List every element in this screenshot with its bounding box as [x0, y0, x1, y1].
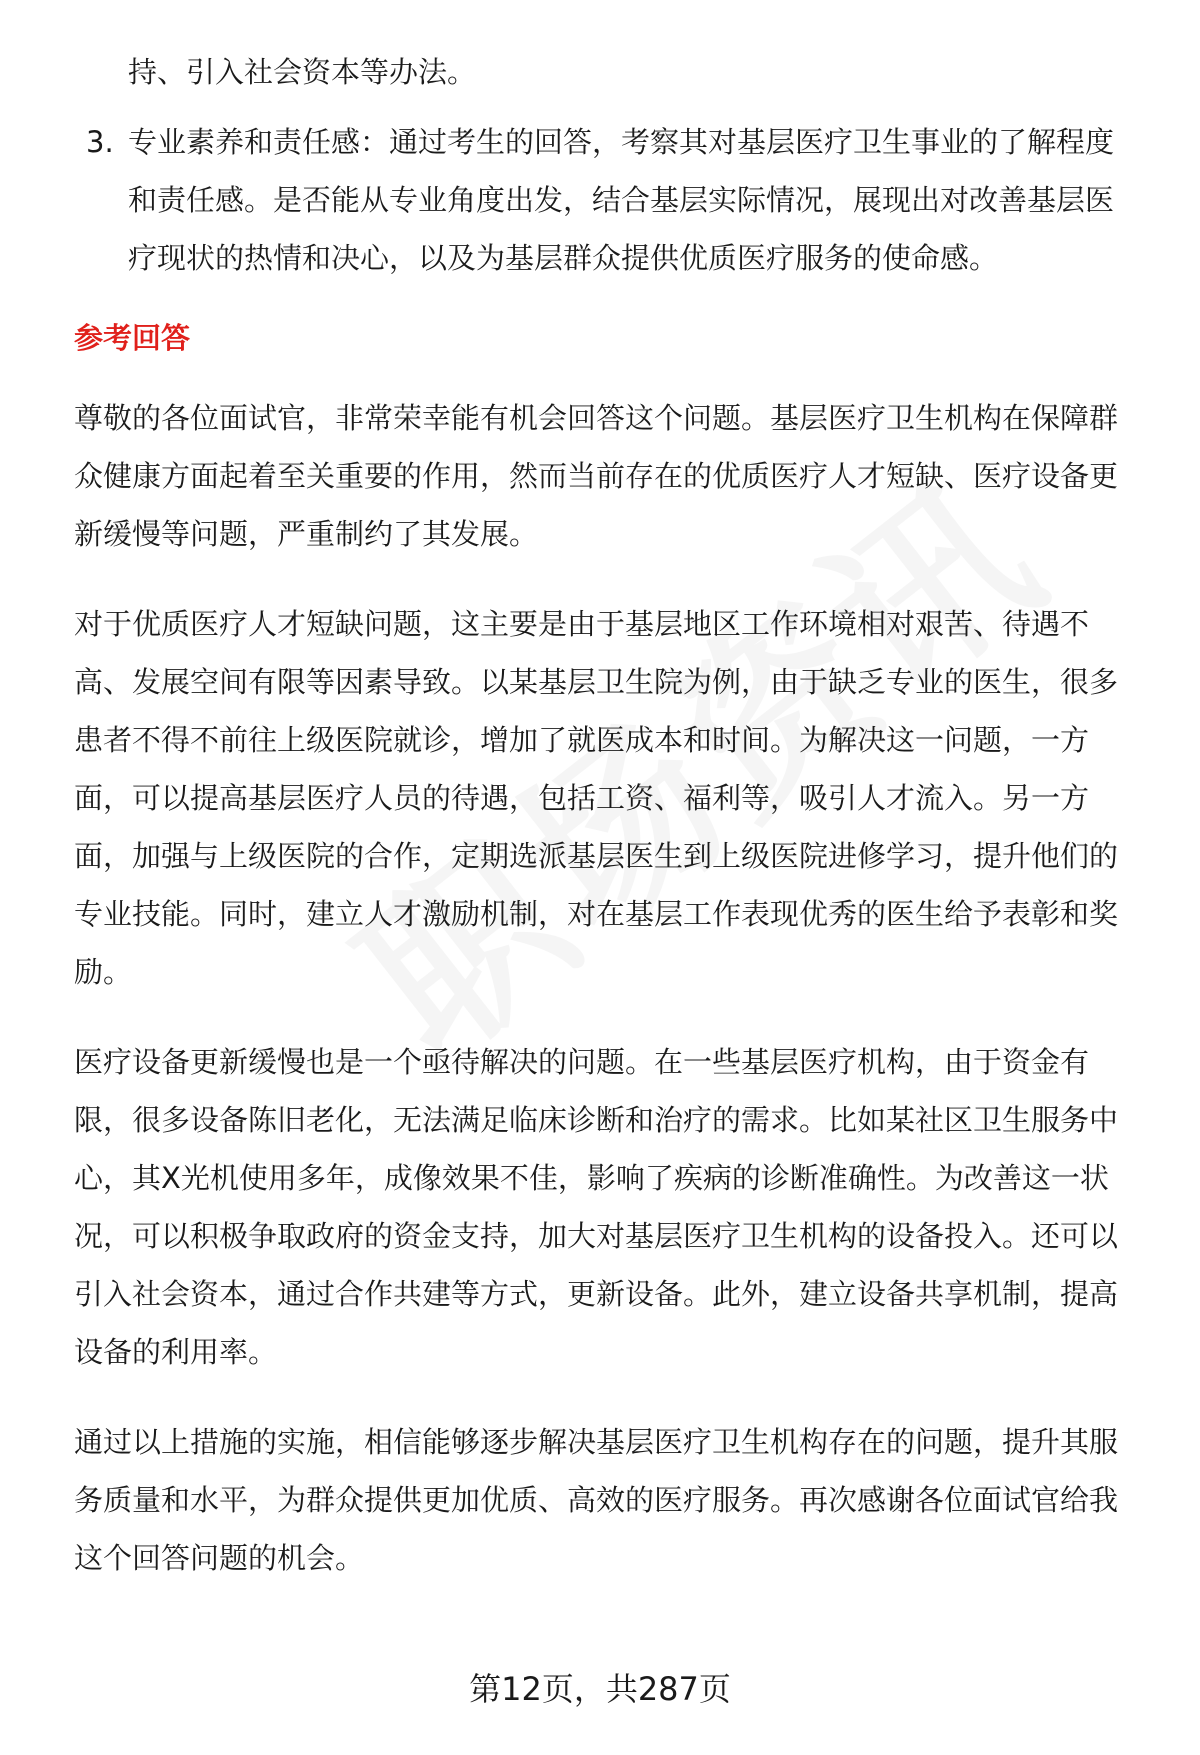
list-item-3-line-2: 和责任感。是否能从专业角度出发，结合基层实际情况，展现出对改善基层医	[128, 183, 1115, 217]
paragraph-4-line-3: 这个回答问题的机会。	[74, 1541, 365, 1575]
paragraph-3-line-5: 引入社会资本，通过合作共建等方式，更新设备。此外，建立设备共享机制，提高	[74, 1277, 1119, 1311]
paragraph-1-line-2: 众健康方面起着至关重要的作用，然而当前存在的优质医疗人才短缺、医疗设备更	[74, 459, 1119, 493]
paragraph-2-line-6: 专业技能。同时，建立人才激励机制，对在基层工作表现优秀的医生给予表彰和奖	[74, 897, 1119, 931]
paragraph-3-line-3: 心，其X光机使用多年，成像效果不佳，影响了疾病的诊断准确性。为改善这一状	[74, 1161, 1109, 1195]
paragraph-4-line-2: 务质量和水平，为群众提供更加优质、高效的医疗服务。再次感谢各位面试官给我	[74, 1483, 1119, 1517]
paragraph-2-line-2: 高、发展空间有限等因素导致。以某基层卫生院为例，由于缺乏专业的医生，很多	[74, 665, 1119, 699]
paragraph-2-line-3: 患者不得不前往上级医院就诊，增加了就医成本和时间。为解决这一问题，一方	[74, 723, 1090, 757]
page-number-footer: 第12页，共287页	[469, 1670, 731, 1708]
list-item-3-number: 3.	[86, 125, 114, 159]
paragraph-3-line-6: 设备的利用率。	[74, 1335, 278, 1369]
paragraph-3-line-1: 医疗设备更新缓慢也是一个亟待解决的问题。在一些基层医疗机构，由于资金有	[74, 1045, 1090, 1079]
list-item-2-continuation: 持、引入社会资本等办法。	[128, 55, 477, 89]
section-heading-reference-answer: 参考回答	[74, 321, 191, 355]
paragraph-4-line-1: 通过以上措施的实施，相信能够逐步解决基层医疗卫生机构存在的问题，提升其服	[74, 1425, 1119, 1459]
list-item-3-line-1: 专业素养和责任感：通过考生的回答，考察其对基层医疗卫生事业的了解程度	[128, 125, 1115, 159]
paragraph-1-line-1: 尊敬的各位面试官，非常荣幸能有机会回答这个问题。基层医疗卫生机构在保障群	[74, 401, 1119, 435]
list-item-3-line-3: 疗现状的热情和决心，以及为基层群众提供优质医疗服务的使命感。	[128, 241, 999, 275]
paragraph-2-line-5: 面，加强与上级医院的合作，定期选派基层医生到上级医院进修学习，提升他们的	[74, 839, 1119, 873]
paragraph-1-line-3: 新缓慢等问题，严重制约了其发展。	[74, 517, 539, 551]
paragraph-2-line-7: 励。	[74, 955, 133, 989]
paragraph-2-line-1: 对于优质医疗人才短缺问题，这主要是由于基层地区工作环境相对艰苦、待遇不	[74, 607, 1090, 641]
paragraph-3-line-2: 限，很多设备陈旧老化，无法满足临床诊断和治疗的需求。比如某社区卫生服务中	[74, 1103, 1119, 1137]
paragraph-2-line-4: 面，可以提高基层医疗人员的待遇，包括工资、福利等，吸引人才流入。另一方	[74, 781, 1090, 815]
paragraph-3-line-4: 况，可以积极争取政府的资金支持，加大对基层医疗卫生机构的设备投入。还可以	[74, 1219, 1119, 1253]
